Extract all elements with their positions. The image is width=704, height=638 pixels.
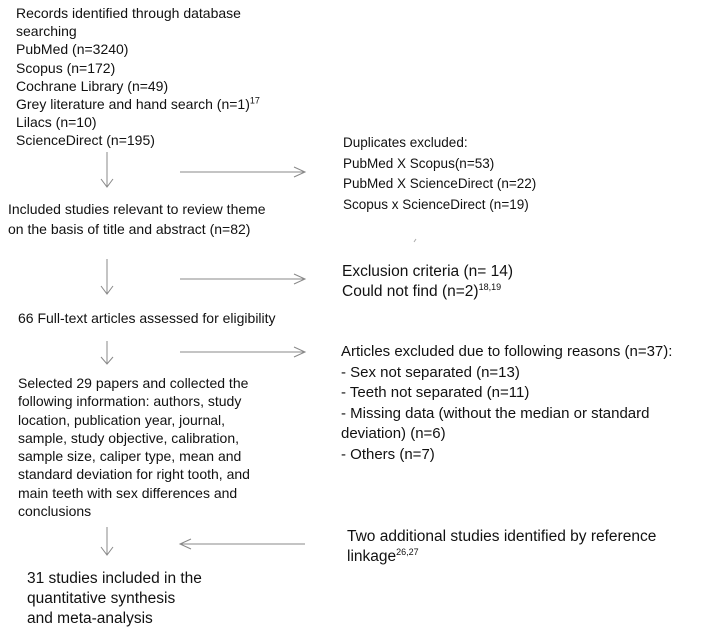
eligibility-box xyxy=(18,309,276,327)
duplicates-line: PubMed X ScienceDirect (n=22) xyxy=(343,176,537,191)
grey-literature-text: Grey literature and hand search (n=1) xyxy=(16,96,250,113)
not-found-text: Could not find (n=2) xyxy=(342,283,479,300)
excluded-reason-line: - Sex not separated (n=13) xyxy=(341,363,520,381)
linkage-text: linkage xyxy=(347,548,397,565)
identification-line: Records identified through database xyxy=(16,5,241,21)
identification-line: Cochrane Library (n=49) xyxy=(16,77,169,94)
identification-line: Scopus (n=172) xyxy=(16,59,116,76)
additional-line xyxy=(347,547,656,567)
selected-line: conclusions xyxy=(18,503,92,520)
grey-literature-ref: 17 xyxy=(249,95,260,106)
screening-line: on the basis of title and abstract (n=82) xyxy=(8,221,251,237)
selected-line: main teeth with sex differences and xyxy=(18,484,238,501)
identification-line: PubMed (n=3240) xyxy=(16,41,129,58)
identification-line: searching xyxy=(16,23,77,40)
selected-line: sample size, caliper type, mean and xyxy=(18,448,242,465)
not-found-ref: 18,19 xyxy=(478,281,502,292)
excluded-reason-line: - Teeth not separated (n=11) xyxy=(341,384,530,401)
excluded-reason-line: Articles excluded due to following reasons (n=37): xyxy=(341,343,673,360)
identification-line: ScienceDirect (n=195) xyxy=(16,132,155,149)
selected-line: standard deviation for right tooth, and xyxy=(18,466,250,483)
linkage-ref: 26,27 xyxy=(396,546,419,557)
down-arrow-selected-to-included xyxy=(101,527,113,555)
selected-papers-box xyxy=(18,374,250,520)
not-found-line xyxy=(342,282,513,302)
selected-line: location, publication year, journal, xyxy=(18,411,226,428)
included-line: 31 studies included in the xyxy=(27,570,202,587)
screening-box xyxy=(8,199,266,239)
identification-line: Lilacs (n=10) xyxy=(16,114,97,131)
grey-literature-line xyxy=(16,95,260,113)
selected-line: following information: authors, study xyxy=(18,393,242,410)
included-studies-box xyxy=(27,569,202,629)
duplicates-line: Duplicates excluded: xyxy=(343,135,468,150)
excluded-reasons-box xyxy=(341,342,672,465)
included-line: and meta-analysis xyxy=(27,610,153,627)
screening-line: Included studies relevant to review theme xyxy=(8,201,266,217)
excluded-reason-line: - Missing data (without the median or standard xyxy=(341,404,650,422)
included-line: quantitative synthesis xyxy=(27,590,176,607)
down-arrow-screening-to-eligibility xyxy=(101,259,113,294)
selected-line: Selected 29 papers and collected the xyxy=(18,375,249,391)
exclusion-box xyxy=(342,262,513,302)
duplicates-box xyxy=(343,133,536,215)
additional-studies-box xyxy=(347,527,656,567)
duplicates-line: Scopus x ScienceDirect (n=19) xyxy=(343,196,529,212)
eligibility-text: 66 Full-text articles assessed for eligibility xyxy=(18,310,276,326)
down-arrow-eligibility-to-selected xyxy=(101,341,113,364)
down-arrow-identification-to-screening xyxy=(101,152,113,187)
additional-line: Two additional studies identified by reference xyxy=(347,528,657,545)
left-arrow-from-additional-studies xyxy=(180,539,305,549)
duplicates-line: PubMed X Scopus(n=53) xyxy=(343,155,495,171)
excluded-reason-line: - Others (n=7) xyxy=(341,445,435,463)
right-arrow-to-exclusion xyxy=(180,274,305,284)
selected-line: sample, study objective, calibration, xyxy=(18,429,239,446)
right-arrow-to-duplicates xyxy=(180,167,305,177)
right-arrow-to-excluded-reasons xyxy=(180,347,305,357)
excluded-reason-line: deviation) (n=6) xyxy=(341,425,446,442)
exclusion-criteria: Exclusion criteria (n= 14) xyxy=(342,263,513,280)
identification-box xyxy=(16,4,260,150)
stray-mark xyxy=(414,239,416,242)
